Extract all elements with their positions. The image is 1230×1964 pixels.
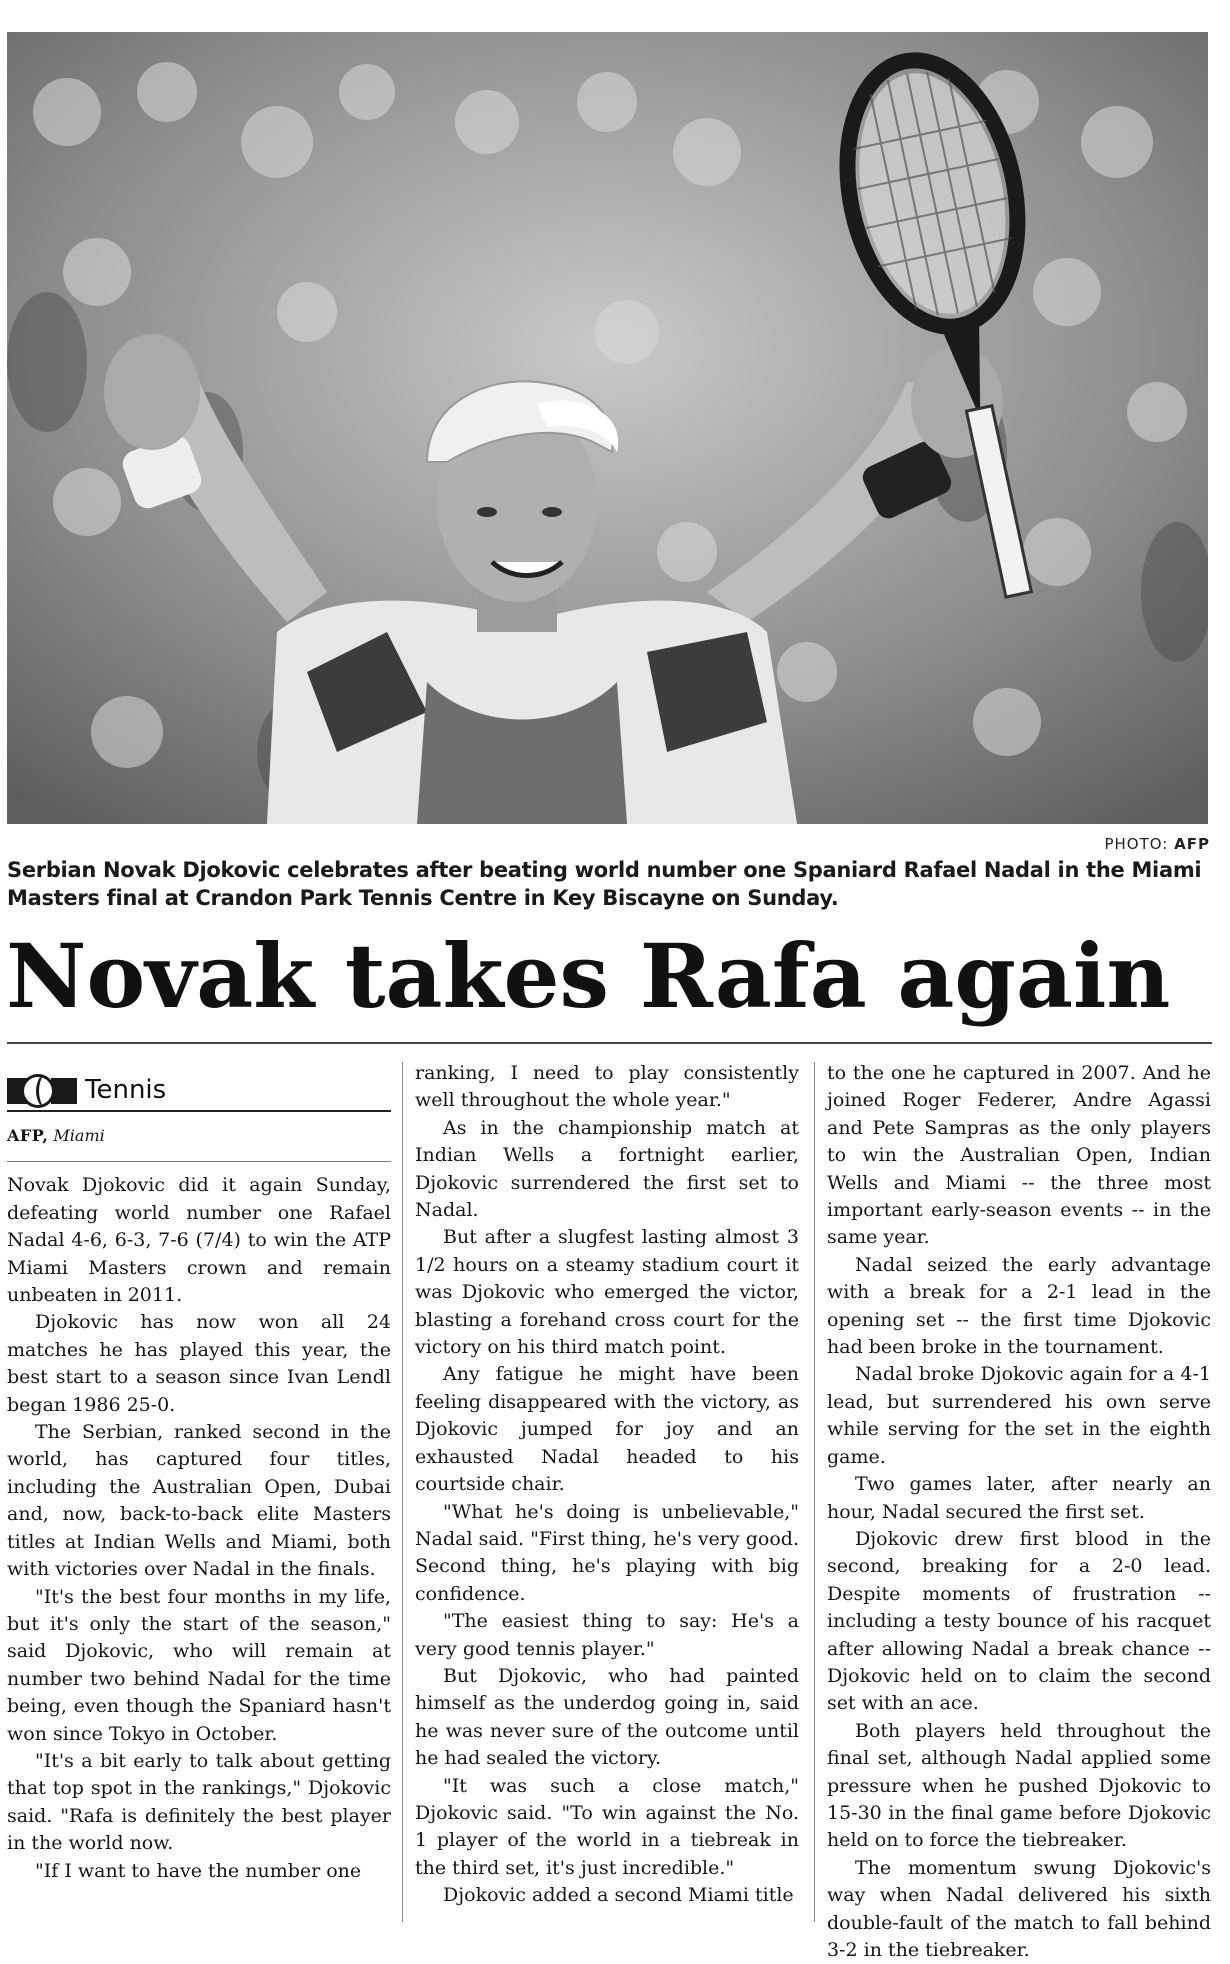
paragraph: But Djokovic, who had painted himself as the underdog going in, said he was never sure of the outcome until he had sealed the victory. — [415, 1664, 799, 1770]
photo-caption: Serbian Novak Djokovic celebrates after beating world number one Spaniard Rafael Nadal in the Miami Masters final at Crandon Park Tennis Centre in Key Biscayne on Sunday. — [7, 858, 1202, 910]
photo-illustration — [7, 32, 1208, 824]
paragraph: Djokovic has now won all 24 matches he has played this year, the best start to a season since Ivan Lendl began 1986 25-0. — [7, 1311, 391, 1416]
article-column-3 — [827, 1060, 1211, 1964]
article-column-1 — [7, 1060, 391, 1885]
dateline — [7, 1122, 391, 1162]
article-column-2 — [415, 1060, 799, 1910]
paragraph: But after a slugfest lasting almost 3 1/2 hours on a steamy stadium court it was Djokovic who emerged the victor, blasting a forehand cross court for the victory on his third match point. — [415, 1226, 799, 1359]
photo-credit-prefix: PHOTO: — [1104, 835, 1169, 853]
photo-credit-agency: AFP — [1174, 835, 1210, 853]
paragraph: Any fatigue he might have been feeling disappeared with the victory, as Djokovic jumped for joy and an exhausted Nadal headed to his courtside chair. — [415, 1363, 799, 1496]
paragraph: The momentum swung Djokovic's way when Nadal delivered his sixth double-fault of the match to fall behind 3-2 in the tiebreaker. — [827, 1856, 1211, 1961]
tennis-player-celebration-photo — [7, 32, 1208, 824]
paragraph: Nadal broke Djokovic again for a 4-1 lead, but surrendered his own serve while serving for the set in the eighth game. — [827, 1363, 1211, 1468]
paragraph: "It was such a close match," Djokovic said. "To win against the No. 1 player of the world in a tiebreak in the third set, it's just incredible." — [415, 1774, 799, 1879]
tennis-ball-icon — [21, 1074, 55, 1108]
paragraph: Two games later, after nearly an hour, Nadal secured the first set. — [827, 1473, 1211, 1523]
column-divider — [402, 1062, 403, 1922]
paragraph: "The easiest thing to say: He's a very good tennis player." — [415, 1610, 799, 1660]
paragraph: Novak Djokovic did it again Sunday, defeating world number one Rafael Nadal 4-6, 6-3, 7-6 (7/4) to win the ATP Miami Masters crown and remain unbeaten in 2011. — [7, 1174, 391, 1307]
byline-location: Miami — [53, 1126, 105, 1145]
paragraph: "It's the best four months in my life, but it's only the start of the season," said Djokovic, who will remain at number two behind Nadal for the time being, even though the Spaniard hasn't won since Tokyo in October. — [7, 1585, 391, 1745]
paragraph: "What he's doing is unbelievable," Nadal said. "First thing, he's very good. Second thing, he's playing with big confidence. — [415, 1500, 799, 1605]
paragraph: Djokovic drew first blood in the second, breaking for a 2-0 lead. Despite moments of frustration -- including a testy bounce of his racquet after allowing Nadal a break chance -- Djokovic held on to claim the second set with an ace. — [827, 1527, 1211, 1715]
paragraph: The Serbian, ranked second in the world, has captured four titles, including the Australian Open, Dubai and, now, back-to-back elite Masters titles at Indian Wells and Miami, both with victories over Nadal in the finals. — [7, 1421, 391, 1581]
paragraph: Nadal seized the early advantage with a break for a 2-1 lead in the opening set -- the first time Djokovic had been broke in the tournament. — [827, 1253, 1211, 1359]
paragraph: Both players held throughout the final set, although Nadal applied some pressure when he pushed Djokovic to 15-30 in the final game before Djokovic held on to force the tiebreaker. — [827, 1719, 1211, 1852]
photo-credit — [1104, 835, 1210, 853]
paragraph: As in the championship match at Indian Wells a fortnight earlier, Djokovic surrendered the first set to Nadal. — [415, 1116, 799, 1222]
section-rule — [7, 1110, 391, 1112]
byline-agency: AFP, — [7, 1126, 49, 1145]
column-divider — [814, 1062, 815, 1922]
headline: Novak takes Rafa again — [6, 924, 1171, 1028]
paragraph: "If I want to have the number one — [35, 1859, 362, 1882]
paragraph: Djokovic added a second Miami title — [443, 1884, 794, 1907]
section-tag — [7, 1074, 391, 1108]
section-label: Tennis — [85, 1075, 167, 1106]
headline-rule — [7, 1042, 1212, 1044]
paragraph: ranking, I need to play consistently well throughout the whole year." — [415, 1062, 799, 1112]
paragraph: to the one he captured in 2007. And he joined Roger Federer, Andre Agassi and Pete Sampras as the only players to win the Australian Open, Indian Wells and Miami -- the three most important early-season events -- in the same year. — [827, 1062, 1211, 1249]
paragraph: "It's a bit early to talk about getting that top spot in the rankings," Djokovic said. "Rafa is definitely the best player in the world now. — [7, 1749, 391, 1855]
